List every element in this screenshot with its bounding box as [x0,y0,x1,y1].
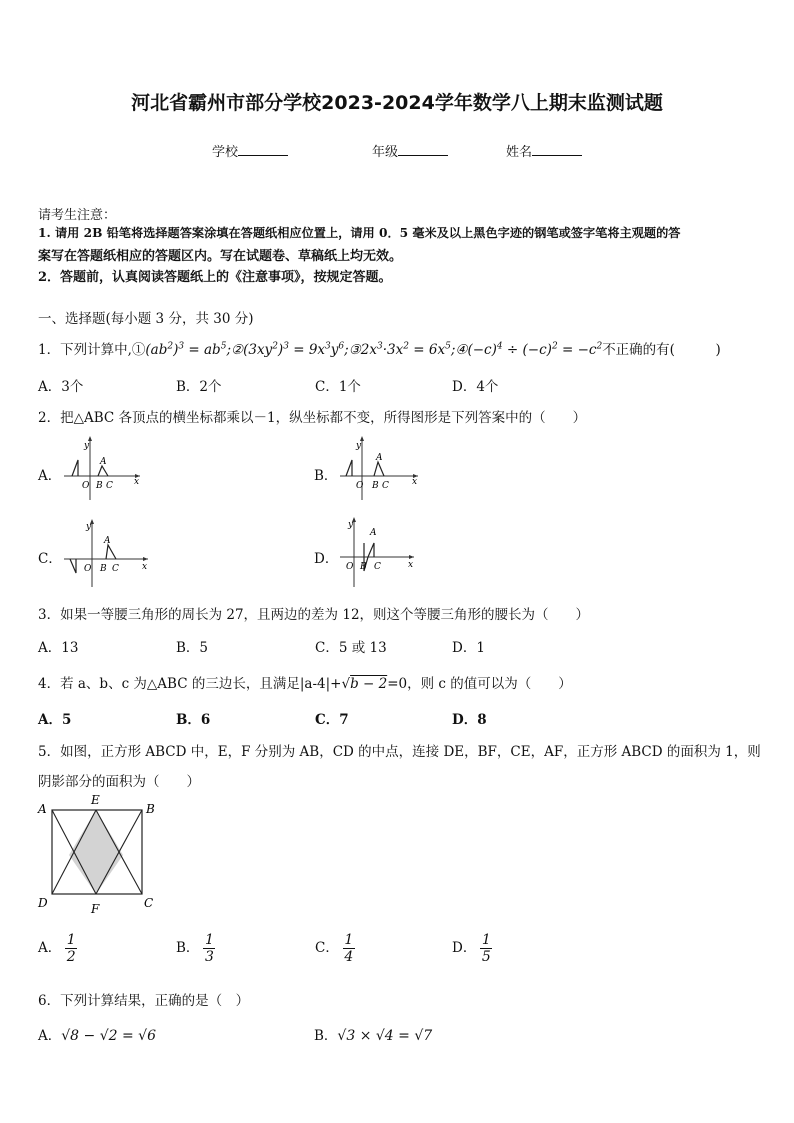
q5-option-b-den: 3 [204,949,214,965]
q2-figure-a[interactable] [62,432,144,502]
question-5-line1: 5．如图，正方形 ABCD 中，E，F 分别为 AB，CD 的中点，连接 DE，BF，CE，AF，正方形 ABCD 的面积为 1，则 [38,744,761,760]
q2b-o-label: O [356,481,364,491]
q5-option-b-num: 1 [204,932,214,948]
q5-label-a: A [38,802,47,816]
q2-figure-c[interactable] [62,515,152,591]
q5-option-b[interactable] [176,932,215,965]
q2d-o-label: O [346,562,354,572]
q2a-y-label: y [84,441,90,451]
q3-option-a[interactable]: A．13 [38,640,79,656]
grade-blank [398,143,448,156]
q2-option-b-label[interactable]: B． [314,468,338,484]
school-blank [238,143,288,156]
q5-label-d: D [38,896,48,910]
q5-option-d-fraction [480,932,492,965]
q2d-c-label: C [374,562,381,572]
school-label: 学校 [212,145,239,160]
q6-option-b-expr: √3 × √4 = √7 [337,1028,433,1044]
q2c-c-label: C [112,564,119,574]
q5-option-d-label: D． [452,940,477,956]
q5-option-c[interactable] [315,932,355,965]
q4-option-b[interactable]: B．6 [176,712,211,728]
q5-option-a-den: 2 [66,949,76,965]
q4-radicand: b − 2 [350,676,388,692]
q2b-c-label: C [382,481,389,491]
q3-option-b[interactable]: B．5 [176,640,209,656]
q2-option-a-label[interactable]: A． [38,468,62,484]
q5-option-c-den: 4 [344,949,354,965]
q4-suffix: =0，则 c 的值可以为（ ） [387,676,572,692]
q5-label-e: E [91,793,100,807]
q2-option-d-label[interactable]: D． [314,551,339,567]
q2-option-c-label[interactable]: C． [38,551,62,567]
q1-option-c[interactable]: C．1个 [315,379,361,395]
notice-item2: 2．答题前，认真阅读答题纸上的《注意事项》，按规定答题。 [38,270,392,285]
q2a-a-label: A [100,457,107,467]
question-5-line2: 阴影部分的面积为（ ） [38,774,200,790]
q2c-a-label: A [104,536,111,546]
q1-option-d[interactable]: D．4个 [452,379,499,395]
q5-label-f: F [91,902,100,916]
q6-option-a[interactable] [38,1024,156,1044]
q1-option-a[interactable]: A．3个 [38,379,84,395]
q1-expression: $(ab^2)^3$ = $ab^5;②(3xy^2)^3$ = $9x^3y^6;③2x^3\cdot 3x^2$ = $6x^5;④(-c)^4 \div (-c)^2 = -c^2$ [145,341,603,358]
q5-square-figure [34,793,164,917]
q3-option-c[interactable]: C．5 或 13 [315,640,387,656]
notice-item1-line1: 1. 请用 2B 铅笔将选择题答案涂填在答题纸相应位置上，请用 0．5 毫米及以上黑色字迹的钢笔或签字笔将主观题的答 [38,226,681,240]
question-1 [38,338,721,358]
q2c-o-label: O [84,564,92,574]
q5-option-c-num: 1 [344,932,354,948]
q5-option-b-fraction [203,932,215,965]
q1-prefix: 1．下列计算中,① [38,342,146,358]
q3-option-d[interactable]: D．1 [452,640,485,656]
q5-label-b: B [146,802,155,816]
q4-prefix: 4．若 a、b、c 为△ABC 的三边长，且满足|a-4|+ [38,676,342,692]
q6-option-a-label: A． [38,1028,62,1044]
q5-option-c-label: C． [315,940,339,956]
q2d-y-label: y [348,520,354,530]
grade-field [372,141,448,160]
name-label: 姓名 [506,145,533,160]
question-4 [38,672,572,692]
q6-option-b-label: B． [314,1028,338,1044]
q2b-b-label: B [372,481,379,491]
q5-option-a-label: A． [38,940,62,956]
q6-option-b[interactable] [314,1024,432,1044]
q4-option-c[interactable]: C．7 [315,712,349,728]
question-2: 2．把△ABC 各顶点的横坐标都乘以－1，纵坐标都不变，所得图形是下列答案中的（ ） [38,410,587,426]
q5-option-b-label: B． [176,940,200,956]
q1-suffix: 不正确的有( ) [602,342,721,358]
q4-option-a[interactable]: A．5 [38,712,72,728]
q2a-b-label: B [96,481,103,491]
q2a-o-label: O [82,481,90,491]
q2-figure-b[interactable] [338,432,422,502]
q2b-a-label: A [376,453,383,463]
q2b-x-label: x [412,477,418,487]
q5-option-d-den: 5 [481,949,491,965]
section-heading: 一、选择题(每小题 3 分，共 30 分) [38,311,254,327]
exam-title: 河北省霸州市部分学校2023-2024学年数学八上期末监测试题 [131,92,663,114]
q5-option-c-fraction [343,932,355,965]
name-blank [532,143,582,156]
q5-option-a-num: 1 [66,932,76,948]
q2c-x-label: x [142,562,148,572]
q2-figure-d[interactable] [338,513,418,591]
q2b-y-label: y [356,441,362,451]
q5-option-d-num: 1 [481,932,491,948]
question-3: 3．如果一等腰三角形的周长为 27，且两边的差为 12，则这个等腰三角形的腰长为（ ） [38,607,590,623]
q5-option-a[interactable] [38,932,77,965]
q2a-x-label: x [134,477,140,487]
q2d-a-label: A [370,528,377,538]
q5-option-a-fraction [65,932,77,965]
q2d-b-label: B [360,562,367,572]
q2c-b-label: B [100,564,107,574]
notice-item1-line2: 案写在答题纸相应的答题区内。写在试题卷、草稿纸上均无效。 [38,249,403,264]
q2c-y-label: y [86,522,92,532]
notice-heading: 请考生注意： [38,208,117,223]
q2a-c-label: C [106,481,113,491]
q5-option-d[interactable] [452,932,492,965]
school-field [212,141,288,160]
q2d-x-label: x [408,560,414,570]
q4-sqrt: √b − 2 [341,676,388,692]
question-6: 6．下列计算结果，正确的是（ ） [38,993,250,1009]
grade-label: 年级 [372,145,399,160]
q1-option-b[interactable]: B．2个 [176,379,222,395]
q5-label-c: C [144,896,154,910]
q4-option-d[interactable]: D．8 [452,712,487,728]
name-field [506,141,582,160]
q6-option-a-expr: √8 − √2 = √6 [61,1028,156,1044]
